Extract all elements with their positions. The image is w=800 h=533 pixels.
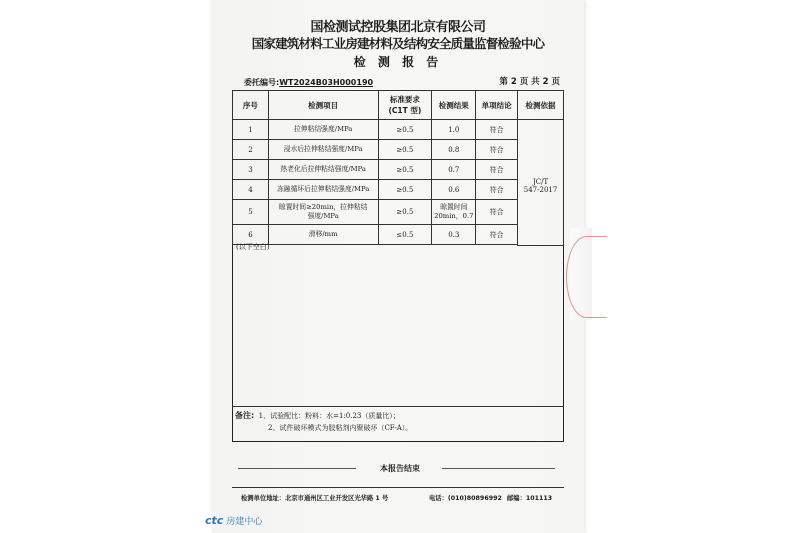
basis-line1: JC/T bbox=[532, 178, 549, 186]
row-result: 0.3 bbox=[432, 225, 476, 245]
row-result: 0.7 bbox=[432, 160, 476, 180]
header-seq: 序号 bbox=[233, 91, 269, 120]
notes-divider bbox=[232, 406, 564, 407]
table-row bbox=[233, 225, 564, 245]
row-item: 冻融循环后拉伸粘结强度/MPa bbox=[268, 180, 378, 200]
table-row bbox=[233, 160, 564, 180]
footer-phone: 电话：(010)80896992 bbox=[429, 495, 502, 502]
footer-divider bbox=[232, 487, 564, 488]
row-seq: 6 bbox=[233, 225, 269, 245]
row-seq: 1 bbox=[233, 120, 269, 140]
end-line-right bbox=[442, 468, 555, 469]
basis-cell bbox=[518, 120, 564, 246]
ctc-logo bbox=[205, 509, 263, 527]
basis-line2: 547-2017 bbox=[523, 186, 558, 194]
report-end-text: 本报告结束 bbox=[380, 464, 420, 473]
table-header-row bbox=[233, 91, 564, 120]
row-result: 1.0 bbox=[432, 120, 476, 140]
row-conclusion: 符合 bbox=[476, 140, 518, 160]
row-conclusion: 符合 bbox=[476, 160, 518, 180]
test-results-table bbox=[232, 90, 564, 246]
row-standard: ≤0.5 bbox=[378, 225, 432, 245]
header-standard-line2: (C1T 型) bbox=[388, 106, 422, 115]
blank-marker: (以下空白) bbox=[236, 243, 270, 251]
commission-number: WT2024B03H000190 bbox=[279, 78, 374, 87]
header-standard-line1: 标准要求 bbox=[389, 95, 420, 104]
row-result: 0.6 bbox=[432, 180, 476, 200]
row-conclusion: 符合 bbox=[476, 180, 518, 200]
row-standard: ≥0.5 bbox=[378, 140, 432, 160]
row-item: 浸水后拉伸粘结强度/MPa bbox=[268, 140, 378, 160]
row-item: 滑移/mm bbox=[268, 225, 378, 245]
row-conclusion: 符合 bbox=[476, 200, 518, 225]
report-footer bbox=[241, 493, 559, 505]
report-title: 检 测 报 告 bbox=[353, 55, 443, 69]
row-seq: 5 bbox=[233, 200, 269, 225]
row-standard: ≥0.5 bbox=[378, 180, 432, 200]
report-meta bbox=[244, 75, 560, 89]
notes-line2: 2、试件破坏模式为胶粘剂内聚破坏（CF-A）。 bbox=[268, 424, 413, 432]
header-basis: 检测依据 bbox=[518, 91, 564, 120]
ctc-logo-mark: ctc bbox=[205, 514, 224, 527]
table-row bbox=[233, 180, 564, 200]
row-result-line1: 晾置时间 bbox=[440, 203, 468, 211]
header-result: 检测结果 bbox=[432, 91, 476, 120]
row-seq: 4 bbox=[233, 180, 269, 200]
commission-label: 委托编号: bbox=[244, 78, 280, 87]
table-row bbox=[233, 200, 564, 225]
row-item-line2: 强度/MPa bbox=[307, 212, 339, 220]
table-row bbox=[233, 140, 564, 160]
notes-label: 备注: bbox=[235, 411, 255, 420]
row-item: 拉伸粘结强度/MPa bbox=[268, 120, 378, 140]
row-result-line2: 20min，0.7 bbox=[434, 212, 474, 220]
notes-section bbox=[235, 410, 412, 434]
header-conclusion: 单项结论 bbox=[476, 91, 518, 120]
row-seq: 3 bbox=[233, 160, 269, 180]
row-conclusion: 符合 bbox=[476, 225, 518, 245]
row-seq: 2 bbox=[233, 140, 269, 160]
org-name-line1: 国检测试控股集团北京有限公司 bbox=[310, 20, 486, 35]
footer-address: 检测单位地址：北京市通州区工业开发区光华路 1 号 bbox=[241, 495, 389, 502]
header-item: 检测项目 bbox=[268, 91, 378, 120]
red-seal-stamp bbox=[566, 236, 607, 318]
org-name-line2: 国家建筑材料工业房建材料及结构安全质量监督检验中心 bbox=[251, 36, 545, 51]
row-result bbox=[432, 200, 476, 225]
row-standard: ≥0.5 bbox=[378, 160, 432, 180]
header-standard bbox=[378, 91, 432, 120]
ctc-logo-text: 房建中心 bbox=[226, 517, 263, 527]
blank-row bbox=[233, 245, 564, 246]
row-result: 0.8 bbox=[432, 140, 476, 160]
notes-line1: 1、试验配比：粉料：水=1:0.23（质量比）； bbox=[258, 412, 400, 420]
row-item: 热老化后拉伸粘结强度/MPa bbox=[268, 160, 378, 180]
page-info: 第 2 页 共 2 页 bbox=[499, 77, 560, 87]
row-conclusion: 符合 bbox=[476, 120, 518, 140]
footer-postcode: 邮编：101113 bbox=[507, 495, 553, 502]
table-row bbox=[233, 120, 564, 140]
row-standard: ≥0.5 bbox=[378, 200, 432, 225]
row-item-line1: 晾置时间≥20min，拉伸粘结 bbox=[278, 203, 368, 211]
row-standard: ≥0.5 bbox=[378, 120, 432, 140]
row-item bbox=[268, 200, 378, 225]
